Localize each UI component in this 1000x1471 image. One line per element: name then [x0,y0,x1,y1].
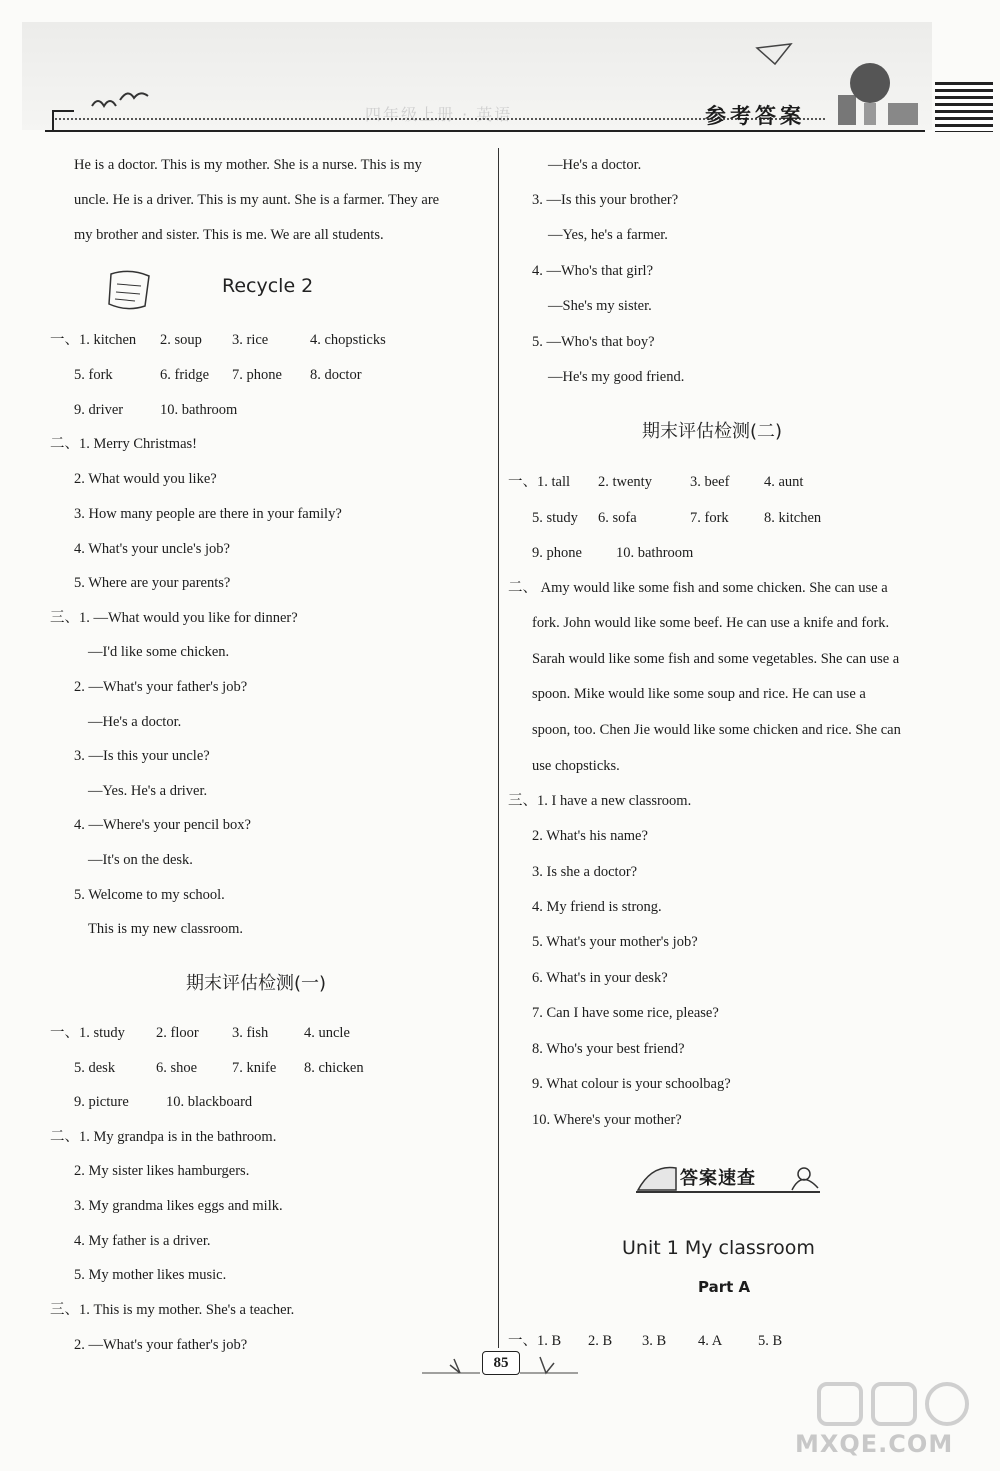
notepad-icon [105,268,155,312]
answer-line: 3. How many people are there in your family? [74,506,342,522]
answer-item: 5. study [532,510,578,526]
page-footer [420,1345,580,1385]
answer-item: 5. B [758,1333,783,1349]
answer-item: 一、1. study [50,1025,125,1041]
final-test-2-title: 期末评估检测(二) [642,421,783,442]
answer-line: 5. What's your mother's job? [532,934,698,950]
answer-item: 2. floor [156,1025,199,1041]
answer-item: 8. doctor [310,367,362,383]
answer-item: 5. desk [74,1060,116,1076]
part-title: Part A [698,1278,751,1296]
globe-decoration-icon [828,55,928,135]
answer-line: 2. What's his name? [532,828,648,844]
answer-line: —He's my good friend. [548,369,685,385]
answer-line: 9. What colour is your schoolbag? [532,1076,731,1092]
answer-line: 三、1. This is my mother. She's a teacher. [50,1302,295,1318]
answer-line: 2. What would you like? [74,471,217,487]
answer-line: 10. Where's your mother? [532,1112,682,1128]
answer-line: 二、1. My grandpa is in the bathroom. [50,1129,277,1145]
answer-line: —I'd like some chicken. [88,644,230,660]
badge-label: 答案速查 [680,1168,756,1189]
answer-item: 6. fridge [160,367,210,383]
answer-item: 4. uncle [304,1025,350,1041]
answer-item: 7. knife [232,1060,277,1076]
page-header [0,0,1000,150]
answer-item: 10. blackboard [166,1094,253,1110]
answer-line: 2. —What's your father's job? [74,679,248,695]
header-rule [45,130,925,132]
answer-item: 6. sofa [598,510,637,526]
answer-item: 4. A [698,1333,723,1349]
answer-line: 5. Welcome to my school. [74,887,225,903]
answer-line: 3. —Is this your brother? [532,192,679,208]
answer-paragraph-line: use chopsticks. [532,758,620,774]
answer-item: 8. kitchen [764,510,822,526]
watermark-logo [795,1378,995,1468]
answer-item: 9. phone [532,545,582,561]
answer-item: 3. fish [232,1025,269,1041]
answer-item: 9. driver [74,402,124,418]
answer-item: 2. soup [160,332,202,348]
header-title: 参考答案 [705,104,805,128]
answer-item: 4. aunt [764,474,804,490]
answer-line: —He's a doctor. [88,714,182,730]
answer-item: 一、1. tall [508,474,571,490]
answer-item: 5. fork [74,367,113,383]
answer-item: 一、1. B [508,1333,562,1349]
answer-line: —Yes. He's a driver. [88,783,208,799]
answer-line: 3. My grandma likes eggs and milk. [74,1198,283,1214]
answer-line: 4. —Who's that girl? [532,263,654,279]
page-number: 85 [482,1351,520,1375]
answer-line: This is my new classroom. [88,921,244,937]
answer-item: 4. chopsticks [310,332,386,348]
answer-line: 6. What's in your desk? [532,970,668,986]
header-tab-mark [52,110,74,132]
answer-line: —She's my sister. [548,298,652,314]
header-stripes [935,82,993,132]
answer-line: 5. —Who's that boy? [532,334,655,350]
answer-item: 一、1. kitchen [50,332,137,348]
answer-line: 三、1. —What would you like for dinner? [50,610,298,626]
watermark-text: MXQE.COM [795,1430,954,1458]
answer-item: 3. rice [232,332,269,348]
intro-line: He is a doctor. This is my mother. She is a nurse. This is my [74,157,422,173]
recycle-title: Recycle 2 [222,275,314,297]
watermark-seal-icon [815,1378,975,1428]
answer-line: —He's a doctor. [548,157,642,173]
answer-item: 8. chicken [304,1060,364,1076]
answer-line: —Yes, he's a farmer. [548,227,668,243]
unit-title: Unit 1 My classroom [622,1237,815,1259]
column-divider [498,148,499,1348]
answer-item: 7. fork [690,510,729,526]
answer-paragraph-line: fork. John would like some beef. He can use a knife and fork. [532,615,890,631]
answer-paragraph-line: 二、 Amy would like some fish and some chicken. She can use a [508,580,888,596]
header-faded-text: 四年级上册 · 英语 [365,105,513,124]
answer-item: 3. B [642,1333,667,1349]
answer-item: 10. bathroom [616,545,694,561]
answer-line: 3. —Is this your uncle? [74,748,210,764]
answer-line: —It's on the desk. [88,852,193,868]
answer-line: 二、1. Merry Christmas! [50,436,197,452]
answer-item: 10. bathroom [160,402,238,418]
intro-line: my brother and sister. This is me. We are all students. [74,227,384,243]
paper-plane-icon [755,40,795,70]
answer-line: 4. My father is a driver. [74,1233,211,1249]
answer-item: 3. beef [690,474,730,490]
intro-line: uncle. He is a driver. This is my aunt. She is a farmer. They are [74,192,440,208]
final-test-1-title: 期末评估检测(一) [186,973,327,994]
answer-paragraph-line: spoon. Mike would like some soup and rice. He can use a [532,686,866,702]
answer-line: 3. Is she a doctor? [532,864,638,880]
answer-item: 6. shoe [156,1060,198,1076]
answer-line: 5. My mother likes music. [74,1267,227,1283]
answer-line: 8. Who's your best friend? [532,1041,685,1057]
answer-item: 7. phone [232,367,282,383]
answer-line: 2. —What's your father's job? [74,1337,248,1353]
answer-line: 5. Where are your parents? [74,575,231,591]
answer-line: 三、1. I have a new classroom. [508,793,692,809]
answer-line: 4. My friend is strong. [532,899,662,915]
birds-icon [90,86,150,116]
answer-line: 7. Can I have some rice, please? [532,1005,719,1021]
answer-item: 2. twenty [598,474,652,490]
answer-paragraph-line: Sarah would like some fish and some vegetables. She can use a [532,651,900,667]
answer-item: 2. B [588,1333,613,1349]
answer-item: 9. picture [74,1094,129,1110]
answer-paragraph-line: spoon, too. Chen Jie would like some chicken and rice. She can [532,722,901,738]
answer-line: 2. My sister likes hamburgers. [74,1163,250,1179]
answer-line: 4. —Where's your pencil box? [74,817,251,833]
answer-line: 4. What's your uncle's job? [74,541,230,557]
answer-quick-check-badge [632,1158,824,1196]
